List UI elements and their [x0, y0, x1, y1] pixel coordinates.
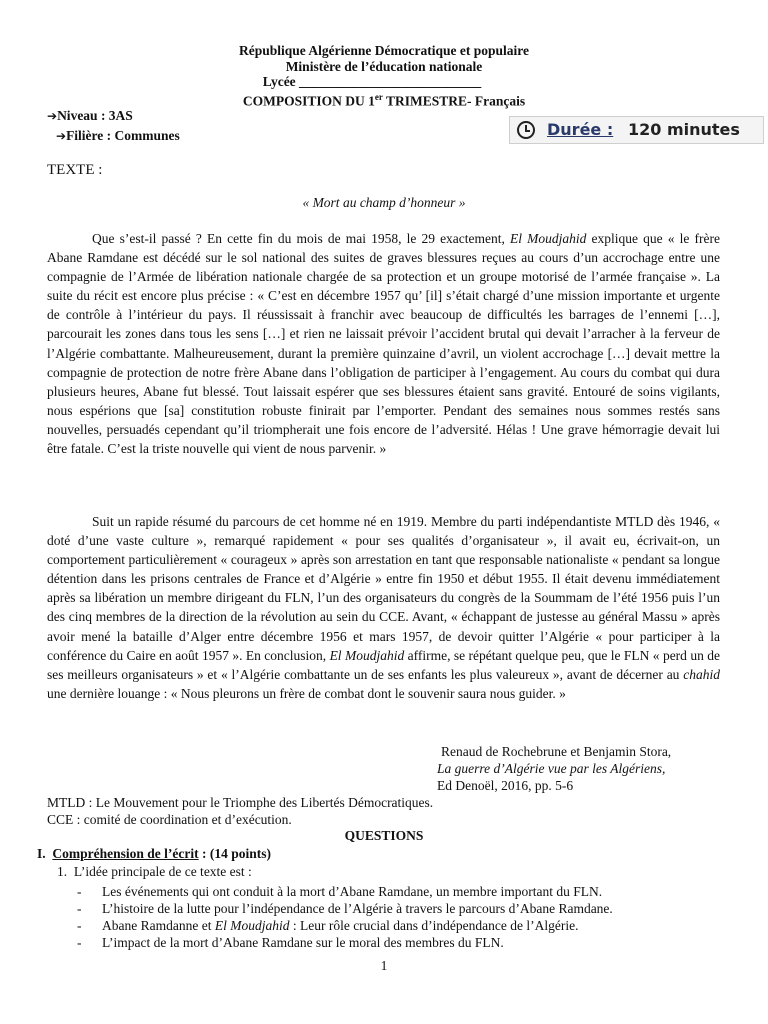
section-comprehension: I. Compréhension de l’écrit : (14 points)	[37, 846, 272, 861]
duration-value: 120 minutes	[628, 120, 740, 139]
duration-box	[509, 116, 764, 144]
arrow-right-icon: ➔	[47, 109, 58, 123]
arrow-right-icon: ➔	[56, 129, 67, 143]
duration-label: Durée :	[547, 120, 614, 139]
text-title: « Mort au champ d’honneur »	[302, 195, 466, 210]
texte-label: TEXTE :	[47, 162, 103, 178]
definition-mtld: MTLD : Le Mouvement pour le Triomphe des Libertés Démocratiques.	[47, 795, 434, 810]
source-book: La guerre d’Algérie vue par les Algériens,	[437, 761, 666, 776]
list-item: - Les événements qui ont conduit à la mort d’Abane Ramdane, un membre important du FLN.	[77, 883, 613, 900]
niveau-line: ➔Niveau : 3AS	[47, 108, 133, 123]
paragraph-2: Suit un rapide résumé du parcours de cet homme né en 1919. Membre du parti indépendantiste MTLD dès 1946, « doté d’une vaste culture », remarqué rapidement « pour ses qualités d’organisateur », il avait eu, écrivait-on, un comportement particulièrement « courageux » après son arrestation en tant que responsable nationaliste « pendant sa longue détention dans les prisons centrales de France et d’Algérie » entre fin 1950 et début 1955. Il était devenu immédiatement après sa libération un membre dirigeant du FLN, l’un des organisateurs du congrès de la Soummam de l’été 1956 puis l’un des cinq membres de la direction de la révolution au sein du CCE. Avant, « échappant de justesse au général Massu » après avoir mené la bataille d’Alger entre décembre 1956 et mars 1957, de devoir quitter l’Algérie « pour participer à la conférence du Caire en août 1957 ». En conclusion, El Moudjahid affirme, se répétant quelque peu, que le FLN « perd un de ses meilleurs organisateurs » et « l’Algérie combattante un de ses enfants les plus valeureux », avant de décerner au chahid une dernière louange : « Nous pleurons un frère de combat dont le souvenir saura nous guider. »	[47, 514, 720, 701]
paragraph-1: Que s’est-il passé ? En cette fin du mois de mai 1958, le 29 exactement, El Moudjahid explique que « le frère Abane Ramdane est décédé sur le sol national des suites de graves blessures reçues au cours d’un accrochage entre une compagnie de l’Armée de libération nationale chargée de sa protection et un groupe motorisé de l’armée française ». La suite du récit est encore plus précise : « C’est en décembre 1957 qu’ [il] s’était chargé d’une mission importante et urgente de contrôle à l’intérieur du pays. Il réussissait à franchir avec beaucoup de difficultés les barrages de l’ennemi […], parcourait les zones dans tous les sens […] et rien ne laissait prévoir l’accident brutal qui devait l’arracher à la ferveur de l’Algérie combattante. Malheureusement, durant la première quinzaine d’avril, un violent accrochage […] devait mettre la compagnie de protection de notre frère Abane dans l’obligation de participer à l’engagement. Au cours du combat qui dura plusieurs heures, Abane fut blessé. Tout laissait espérer que ses blessures étaient sans gravité. Entouré de soins vigilants, nous espérions que [sa] constitution robuste finirait par l’emporter. Pendant des semaines nous sommes restés sans nouvelles, persuadés cependant qu’il triompherait une fois encore de l’adversité. Hélas ! Une grave hémorragie devait lui être fatale. C’est la triste nouvelle qui vient de nous parvenir. »	[47, 231, 720, 457]
filiere-line: ➔Filière : Communes	[56, 128, 180, 143]
list-item: - L’histoire de la lutte pour l’indépendance de l’Algérie à travers le parcours d’Abane Ramdane.	[77, 900, 613, 917]
definition-cce: CCE : comité de coordination et d’exécution.	[47, 811, 292, 827]
clock-icon	[517, 121, 535, 139]
header-lycee: Lycée ___________________________	[262, 74, 482, 89]
source-citation	[437, 743, 671, 794]
page-number: 1	[380, 958, 388, 973]
source-publisher: Ed Denoël, 2016, pp. 5-6	[437, 778, 574, 793]
question-1-options	[77, 883, 613, 951]
question-1: 1. L’idée principale de ce texte est :	[57, 864, 252, 879]
source-authors: Renaud de Rochebrune et Benjamin Stora,	[441, 744, 672, 759]
header-republic: République Algérienne Démocratique et populaire	[239, 43, 529, 58]
list-item: - L’impact de la mort d’Abane Ramdane sur le moral des membres du FLN.	[77, 934, 613, 951]
list-item: - Abane Ramdanne et El Moudjahid : Leur rôle crucial dans d’indépendance de l’Algérie.	[77, 917, 613, 934]
header-ministry: Ministère de l’éducation nationale	[285, 58, 483, 74]
header-composition: COMPOSITION DU 1er TRIMESTRE- Français	[242, 91, 526, 108]
document-header	[0, 43, 768, 109]
questions-title: QUESTIONS	[344, 828, 424, 843]
definitions	[47, 795, 433, 828]
